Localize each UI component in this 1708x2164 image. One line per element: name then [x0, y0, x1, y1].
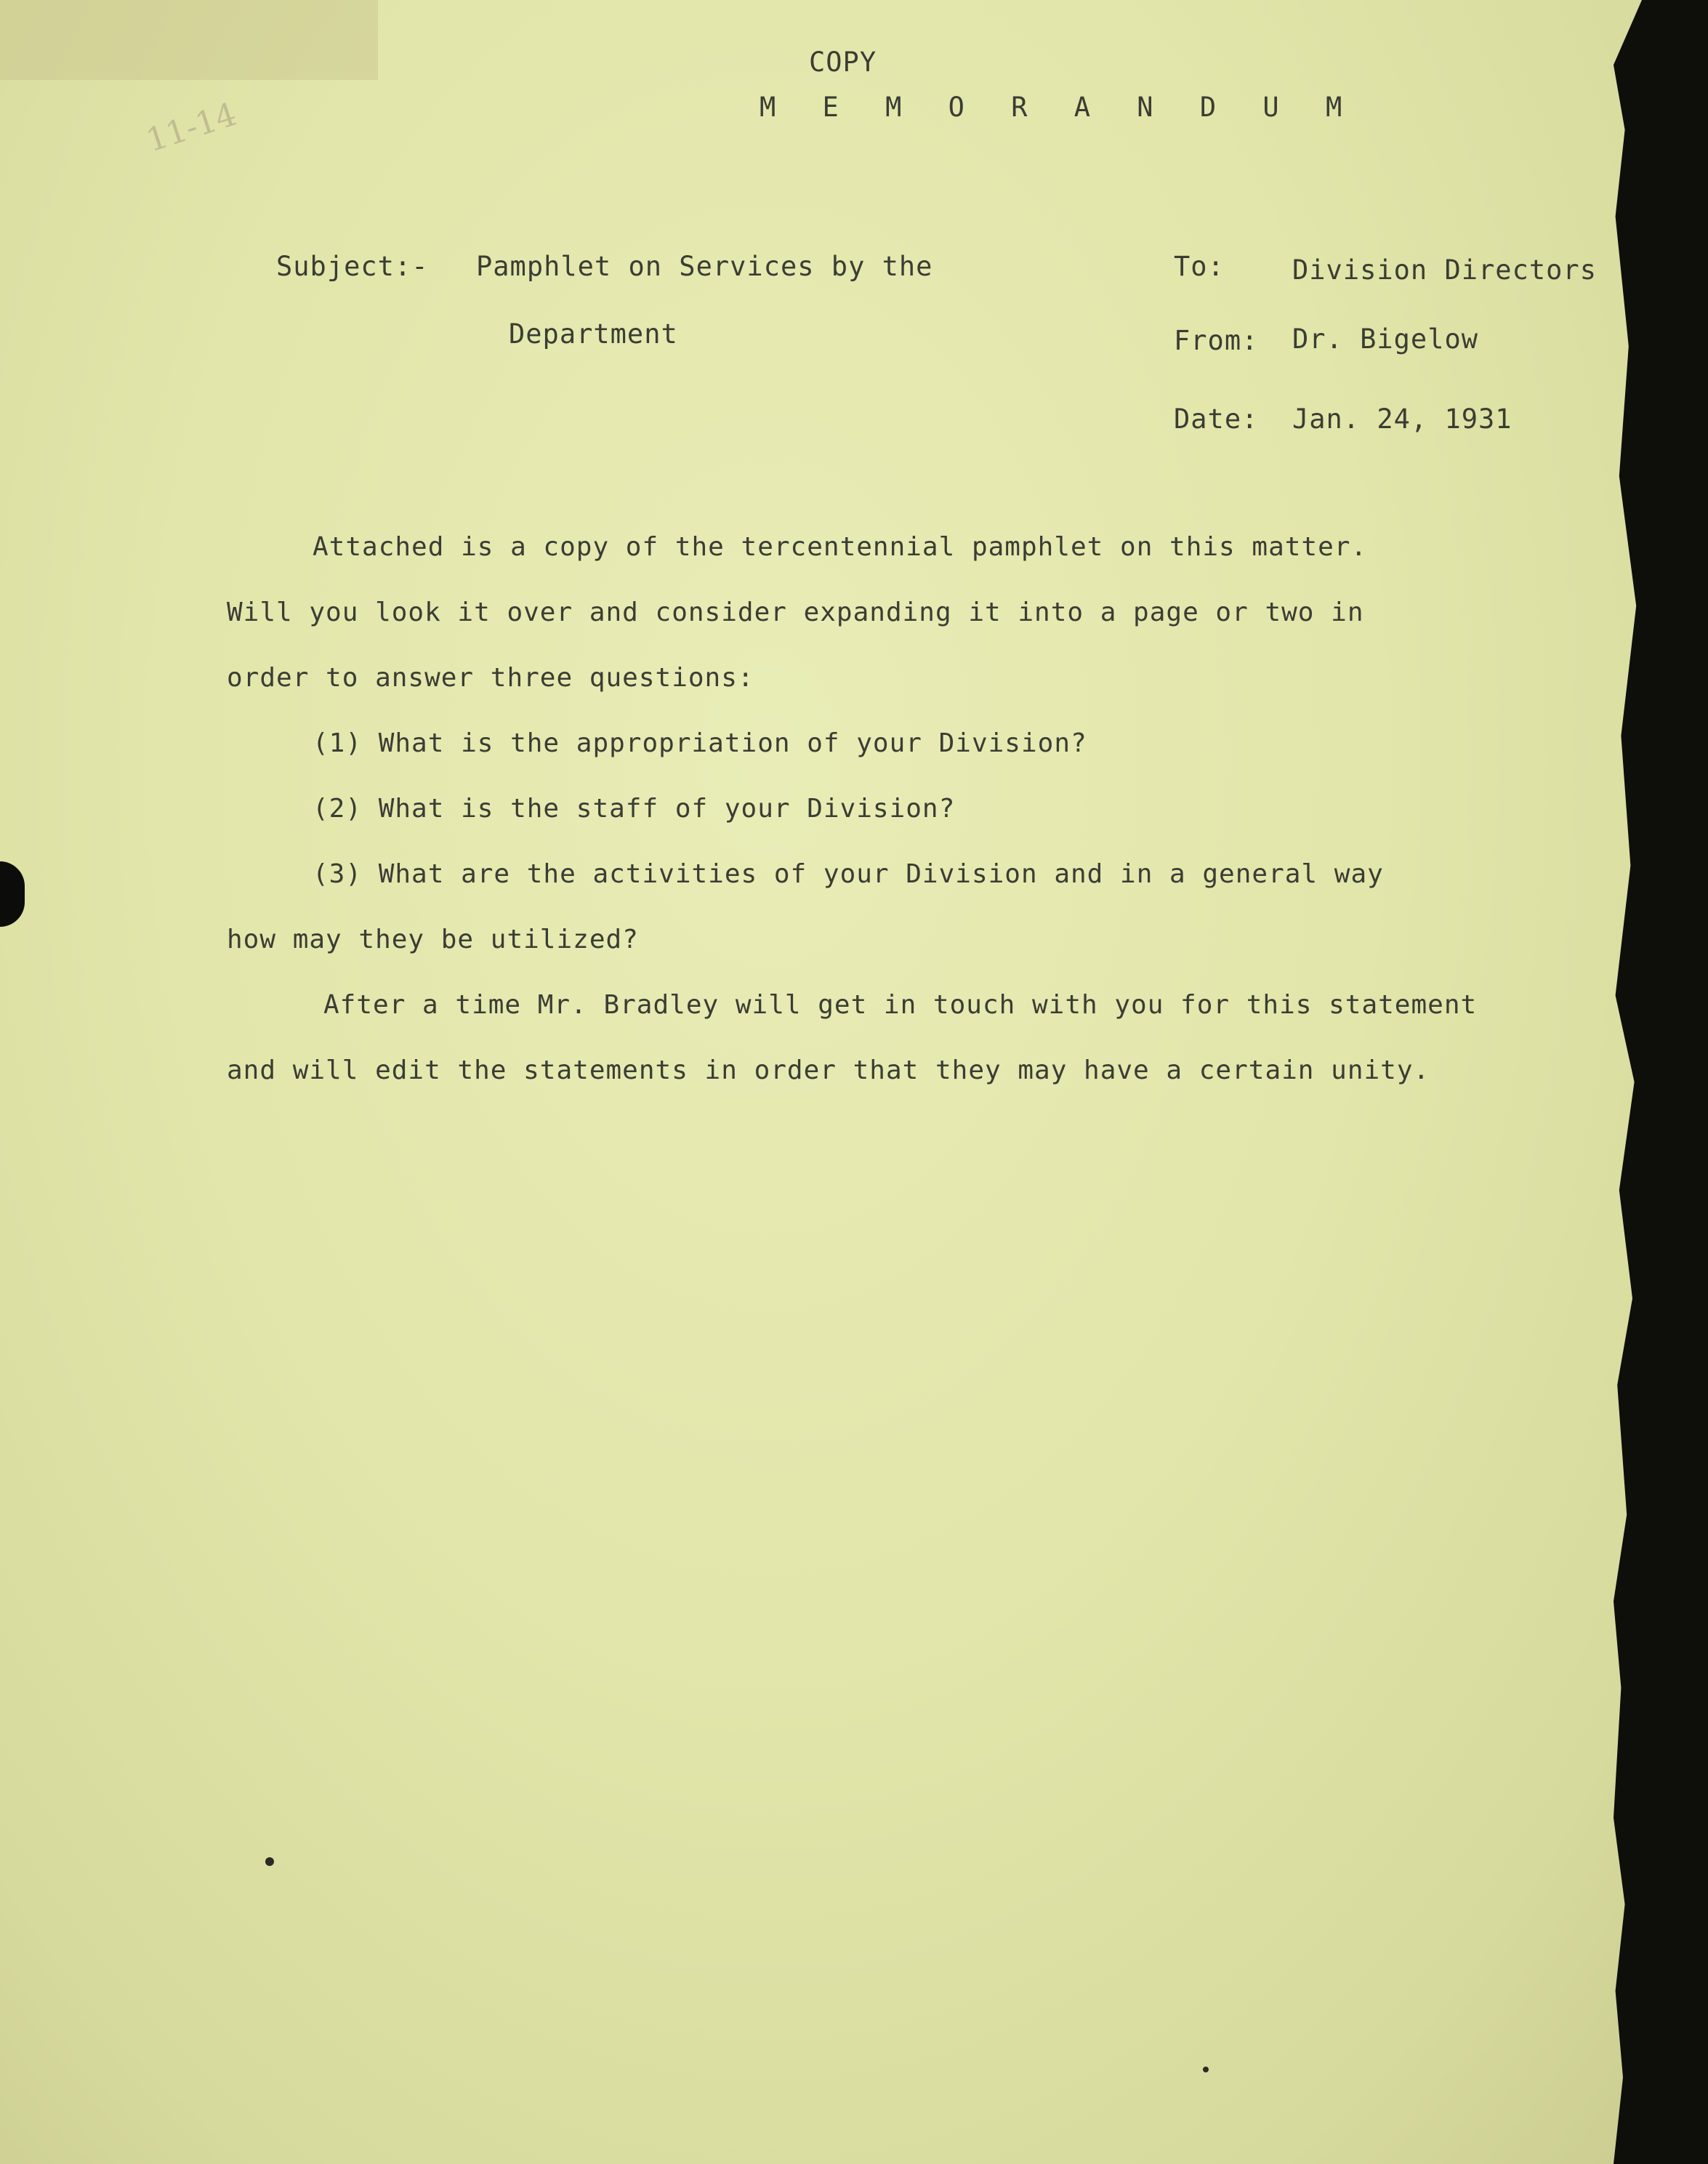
body-line: Attached is a copy of the tercentennial pamphlet on this matter.: [313, 532, 1368, 562]
pencil-annotation: 11-14: [142, 95, 241, 160]
tape-residue: [0, 0, 378, 80]
subject-line-2: Department: [509, 318, 678, 350]
body-line: After a time Mr. Bradley will get in touch with you for this statement: [323, 990, 1478, 1020]
date-value: Jan. 24, 1931: [1292, 403, 1512, 435]
subject-line-1: Pamphlet on Services by the: [476, 251, 933, 282]
from-label: From:: [1174, 325, 1259, 356]
to-value: Division Directors: [1292, 254, 1597, 286]
copy-label: COPY: [809, 47, 877, 78]
date-label: Date:: [1174, 403, 1259, 435]
punch-hole: [0, 861, 25, 927]
memo-title: M E M O R A N D U M: [760, 92, 1358, 123]
to-label: To:: [1174, 251, 1225, 282]
body-line: order to answer three questions:: [227, 663, 754, 693]
from-value: Dr. Bigelow: [1292, 323, 1479, 355]
question-2: (2) What is the staff of your Division?: [313, 794, 956, 824]
torn-right-edge: [1614, 0, 1708, 2164]
paper-speck: [1203, 2067, 1209, 2072]
body-line: Will you look it over and consider expanding it into a page or two in: [227, 598, 1364, 627]
question-3: (3) What are the activities of your Division and in a general way: [313, 859, 1384, 889]
body-line: how may they be utilized?: [227, 925, 639, 954]
paper-speck: [265, 1857, 274, 1866]
body-line: and will edit the statements in order that they may have a certain unity.: [227, 1055, 1430, 1085]
question-1: (1) What is the appropriation of your Division?: [313, 728, 1087, 758]
subject-label: Subject:-: [276, 251, 429, 282]
